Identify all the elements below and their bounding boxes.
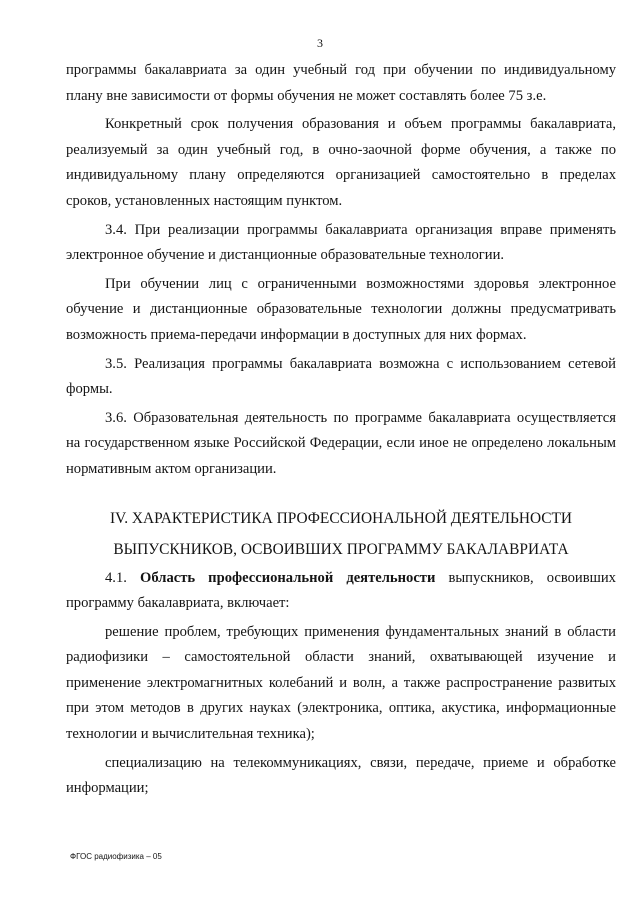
paragraph-term-scope: Конкретный срок получения образования и объем программы бакалавриата, реализуемый за один учебный год, в очно-заочной форме обучения, а также по индивидуальному плану определяются организацией самостоятельно в пределах сроков, установленных настоящим пунктом. — [66, 116, 616, 209]
paragraph-radiophysics: решение проблем, требующих применения фундаментальных знаний в области радиофизики – самостоятельной области знаний, охватывающей изучение и применение электромагнитных колебаний и волн, а также распространение развитых при этом методов в других науках (электроника, оптика, акустика, информационные технологии и вычислительная техника); — [66, 623, 616, 743]
paragraph-disabilities: При обучении лиц с ограниченными возможностями здоровья электронное обучение и дистанционные образовательные технологии должны предусматривать возможность приема-передачи информации в доступных для них формах. — [66, 275, 616, 343]
paragraph-4-1-rest: выпускников, освоивших программу бакалавриата, включает: — [66, 569, 616, 612]
page-footer: ФГОС радиофизика – 05 — [70, 852, 162, 861]
section-heading-line-2: ВЫПУСКНИКОВ, ОСВОИВШИХ ПРОГРАММУ БАКАЛАВРИАТА — [113, 540, 569, 558]
section-heading-line-1: IV. ХАРАКТЕРИСТИКА ПРОФЕССИОНАЛЬНОЙ ДЕЯТЕЛЬНОСТИ — [109, 509, 573, 527]
paragraph-3-6: 3.6. Образовательная деятельность по программе бакалавриата осуществляется на государственном языке Российской Федерации, если иное не определено локальным нормативным актом организации. — [66, 409, 616, 477]
section-heading — [66, 503, 616, 565]
paragraph-3-5: 3.5. Реализация программы бакалавриата возможна с использованием сетевой формы. — [66, 355, 616, 398]
paragraph-3-4: 3.4. При реализации программы бакалавриата организация вправе применять электронное обучение и дистанционные образовательные технологии. — [66, 221, 616, 264]
page-number: 3 — [317, 36, 323, 50]
paragraph-telecom: специализацию на телекоммуникациях, связи, передаче, приеме и обработке информации; — [66, 754, 616, 797]
paragraph-4-1-number: 4.1. — [105, 569, 127, 586]
paragraph-4-1 — [66, 566, 616, 617]
page-body — [66, 58, 616, 802]
paragraph-4-1-bold-term: Область профессиональной деятельности — [139, 569, 436, 586]
paragraph-continuation: программы бакалавриата за один учебный год при обучении по индивидуальному плану вне зависимости от формы обучения не может составлять более 75 з.е. — [66, 62, 616, 104]
